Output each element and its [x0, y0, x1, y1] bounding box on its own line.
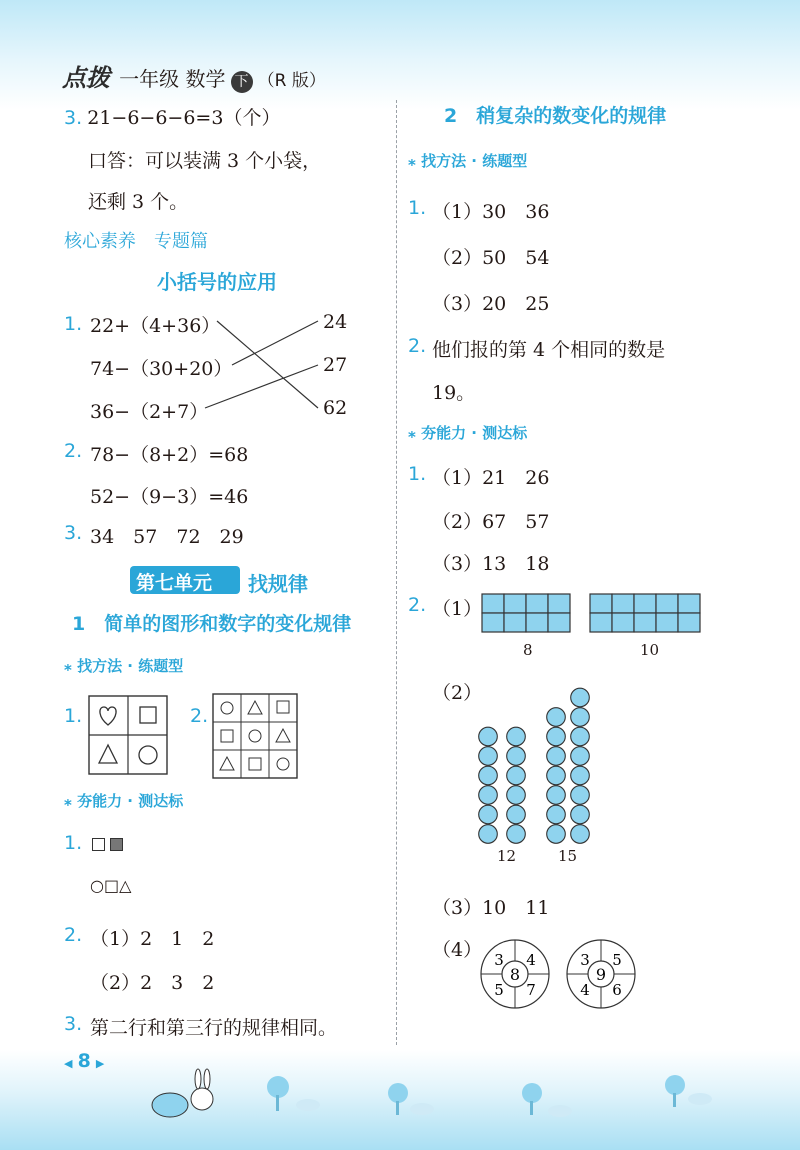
bead	[507, 805, 526, 824]
wheel-1-bl: 5	[494, 981, 504, 999]
wheel-2	[567, 940, 635, 1008]
a3-number: 3.	[64, 1013, 83, 1035]
c2-part-1: （1）	[432, 598, 483, 620]
wheel-2-tr: 5	[612, 951, 622, 969]
a2-line-1: （1）2 1 2	[90, 928, 215, 950]
circle-icon	[139, 746, 157, 764]
next-arrow-icon: ▶	[95, 1057, 105, 1070]
page-number: 8	[77, 1050, 91, 1072]
fig-q1-grid	[88, 695, 170, 777]
fig-q2-number: 2.	[190, 705, 209, 727]
match-line-2	[232, 321, 318, 365]
match-left-3: 36−（2+7）	[90, 401, 209, 423]
match-line-3	[205, 365, 318, 408]
a1-shapes	[92, 834, 123, 853]
bead	[571, 786, 590, 805]
a3-text: 第二行和第三行的规律相同。	[90, 1017, 338, 1039]
bead	[571, 747, 590, 766]
number-wheels	[478, 936, 668, 1016]
bead-columns	[470, 676, 600, 846]
bead	[507, 766, 526, 785]
bead	[479, 786, 498, 805]
heart-icon	[100, 707, 116, 725]
q3-text: 34 57 72 29	[90, 526, 244, 548]
bar-blocks	[480, 590, 720, 638]
q2-line-2: 52−（9−3）=46	[90, 486, 249, 508]
bead	[571, 727, 590, 746]
book-title: 一年级 数学	[119, 67, 226, 91]
a1-number: 1.	[64, 832, 83, 854]
wheel-2-center: 9	[595, 965, 607, 984]
bar-label-1: 8	[523, 641, 533, 659]
bar-label-2: 10	[640, 641, 660, 659]
wheel-1	[481, 940, 549, 1008]
c2-part-2: （2）	[432, 682, 483, 704]
c2-part-4: （4）	[432, 939, 483, 961]
match-right-3: 62	[323, 397, 348, 419]
bead	[547, 747, 566, 766]
match-left-1: 22+（4+36）	[90, 315, 221, 337]
match-left-2: 74−（30+20）	[90, 358, 233, 380]
unit-title: 第七单元	[136, 572, 213, 594]
a1-line-2: ○□△	[90, 876, 132, 895]
edition-label: （R 版）	[257, 71, 326, 91]
q2-line-1: 78−（8+2）=68	[90, 444, 249, 466]
tree-icon-4	[665, 1075, 685, 1107]
match-right-2: 27	[323, 354, 348, 376]
bead	[547, 786, 566, 805]
bead	[479, 747, 498, 766]
tree-icon-1	[267, 1076, 289, 1111]
b2-line-1: 他们报的第 4 个相同的数是	[432, 339, 666, 361]
bead	[507, 727, 526, 746]
bead	[507, 747, 526, 766]
unit-subtitle: 找规律	[248, 572, 308, 596]
c2-part-3: （3）10 11	[432, 897, 550, 919]
wheel-2-tl: 3	[580, 951, 590, 969]
b2-number: 2.	[408, 335, 427, 357]
b1-number: 1.	[408, 197, 427, 219]
c1-line-3: （3）13 18	[432, 553, 550, 575]
core-section-label: 核心素养 专题篇	[64, 231, 208, 252]
footer-decoration	[140, 1065, 740, 1125]
b1-line-2: （2）50 54	[432, 247, 550, 269]
bead	[571, 805, 590, 824]
brand-logo: 点拨	[62, 63, 110, 92]
bead	[479, 805, 498, 824]
b1-line-3: （3）20 25	[432, 293, 550, 315]
wheel-1-center: 8	[509, 965, 521, 984]
empty-square-icon	[92, 838, 105, 851]
bead	[571, 688, 590, 707]
wheel-1-br: 7	[526, 981, 536, 999]
filled-square-icon	[110, 838, 123, 851]
a2-line-2: （2）2 3 2	[90, 972, 215, 994]
c1-line-2: （2）67 57	[432, 511, 550, 533]
question-text: 21−6−6−6=3（个）	[87, 107, 281, 129]
ability-label-right: ⁎ 夯能力 · 测达标	[408, 424, 528, 442]
bead	[547, 727, 566, 746]
bead-label-1: 12	[497, 847, 517, 865]
tree-icon-3	[522, 1083, 542, 1115]
wheel-2-br: 6	[612, 981, 622, 999]
b2-line-2: 19。	[432, 382, 476, 404]
fig-q2-grid	[212, 693, 300, 779]
b1-line-1: （1）30 36	[432, 201, 550, 223]
page-number-wrap	[64, 1050, 104, 1072]
bead	[507, 825, 526, 844]
tree-icon-2	[388, 1083, 408, 1115]
fig-q1-number: 1.	[64, 705, 83, 727]
a2-number: 2.	[64, 924, 83, 946]
find-method-label: ⁎ 找方法 · 练题型	[64, 657, 184, 675]
bead	[479, 727, 498, 746]
wheel-1-tr: 4	[526, 951, 536, 969]
answer-line-1: 口答：可以装满 3 个小袋，	[88, 150, 322, 172]
bead-label-2: 15	[558, 847, 578, 865]
match-right-1: 24	[323, 311, 348, 333]
bead	[547, 766, 566, 785]
bead	[547, 825, 566, 844]
q3-number: 3.	[64, 522, 83, 544]
wheel-1-tl: 3	[494, 951, 504, 969]
match-number: 1.	[64, 313, 83, 335]
bead	[507, 786, 526, 805]
triangle-icon	[99, 745, 117, 763]
c1-number: 1.	[408, 463, 427, 485]
bead	[571, 825, 590, 844]
c1-line-1: （1）21 26	[432, 467, 550, 489]
bead	[571, 708, 590, 727]
bead	[547, 708, 566, 727]
question-number: 3.	[64, 107, 83, 129]
c2-number: 2.	[408, 594, 427, 616]
wheel-2-bl: 4	[580, 981, 590, 999]
lesson-2-title: 2 稍复杂的数变化的规律	[444, 105, 667, 127]
bead	[479, 825, 498, 844]
lesson-1-title: 1 简单的图形和数字的变化规律	[72, 613, 352, 635]
topic-title: 小括号的应用	[157, 270, 277, 294]
find-method-label-right: ⁎ 找方法 · 练题型	[408, 152, 528, 170]
prev-arrow-icon: ◀	[64, 1057, 73, 1070]
match-lines	[0, 0, 400, 440]
bead	[571, 766, 590, 785]
bead	[479, 766, 498, 785]
q2-number: 2.	[64, 440, 83, 462]
square-icon	[140, 707, 156, 723]
volume-badge: 下	[231, 71, 253, 93]
bead	[547, 805, 566, 824]
answer-line-2: 还剩 3 个。	[88, 191, 189, 213]
ability-label: ⁎ 夯能力 · 测达标	[64, 792, 184, 810]
bunny-icon	[152, 1069, 213, 1117]
